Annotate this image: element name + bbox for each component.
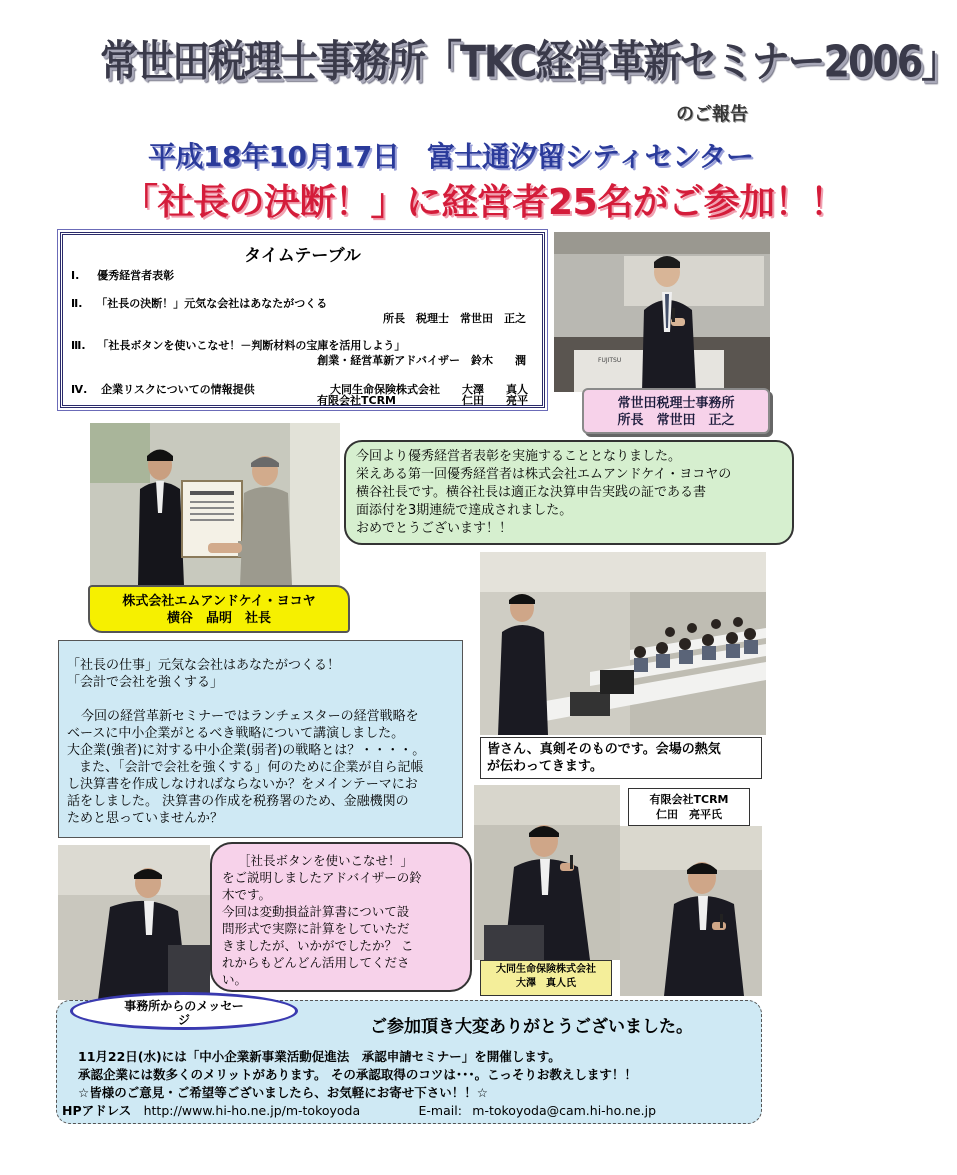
award-caption-scroll [88, 585, 350, 633]
timetable-item-text: 企業リスクについての情報提供 [101, 383, 255, 396]
timetable-item-text: 優秀経営者表彰 [97, 269, 175, 282]
office-message-oval [70, 992, 298, 1030]
seminar-subheading: 「会計で会社を強くする」 [67, 675, 224, 690]
timetable-title: タイムテーブル [244, 246, 361, 266]
director-badge [582, 388, 770, 434]
advisor-text-line: 今回は変動損益計算書について設 [222, 904, 410, 919]
award-announcement-bubble [344, 440, 794, 545]
title-suffix: のご報告 [676, 104, 748, 125]
seminar-text-line: 話をしました。 決算書の作成を税務署のため、金融機関の [67, 794, 409, 809]
director-photo [554, 232, 770, 392]
advisor-photo [58, 845, 210, 1000]
timetable-item-num: Ⅱ. [71, 297, 83, 310]
timetable-item-speaker: 創業・経営革新アドバイザー 鈴木 潤 [317, 354, 526, 367]
award-text-line: 横谷社長です。横谷社長は適正な決算申告実践の証である書 [356, 485, 706, 500]
hp-label: HPアドレス [62, 1103, 132, 1118]
tcrm-label-name: 仁田 亮平氏 [656, 808, 722, 821]
tcrm-speaker-photo [620, 826, 762, 996]
advisor-text-line: きましたが、いかがでしたか？ こ [222, 938, 414, 953]
footer-contact-line [62, 1101, 656, 1119]
seminar-description-box [58, 640, 463, 838]
thanks-message: ご参加頂き大変ありがとうございました。 [370, 1017, 693, 1037]
seminar-heading: 「社長の仕事」元気な会社はあなたがつくる！ [67, 658, 341, 673]
timetable-item [71, 381, 255, 397]
advisor-text-line: い。 [222, 972, 248, 987]
award-text-line: おめでとうございます！！ [356, 521, 513, 536]
timetable-item [71, 267, 174, 283]
seminar-text-line: し決算書を作成しなければならないか？をメインテーマにお [67, 777, 418, 792]
seminar-text-line: 今回の経営革新セミナーではランチェスターの経営戦略を [81, 709, 419, 724]
advisor-text-line: れからもどんどん活用してくださ [222, 955, 410, 970]
award-text-line: 今回より優秀経営者表彰を実施することとなりました。 [356, 449, 682, 464]
tcrm-label-company: 有限会社TCRM [649, 793, 729, 806]
email-link[interactable]: m-tokoyoda@cam.hi-ho.ne.jp [472, 1103, 657, 1118]
seminar-text-line: ベースに中小企業がとるべき戦略について講演しました。 [67, 726, 405, 741]
tcrm-label [628, 788, 750, 826]
advisor-speech-bubble [210, 842, 472, 992]
daido-label-company: 大同生命保険株式会社 [496, 964, 596, 975]
timetable-item-text: 「社長の決断！」元気な会社はあなたがつくる [96, 297, 328, 310]
seminar-text-line: 大企業(強者)に対する中小企業(弱者)の戦略とは？・・・・。 [67, 743, 426, 758]
timetable-item [71, 337, 405, 353]
timetable-item-speaker: 大同生命保険株式会社 大澤 真人 [330, 383, 528, 396]
timetable-box [60, 232, 545, 408]
director-badge-office: 常世田税理士事務所 [617, 396, 735, 411]
advisor-text-line: 問形式で実際に計算をしていただ [222, 921, 410, 936]
award-photo [90, 423, 340, 585]
advisor-text-line: ［社長ボタンを使いこなせ！」 [238, 853, 414, 868]
footer-benefit-line: 承認企業には数多くのメリットがあります。 その承認取得のコツは･･･。こっそりお教えします！！ [78, 1067, 637, 1082]
daido-label [480, 960, 612, 996]
office-message-title: 事務所からのメッセー [124, 999, 244, 1013]
award-caption-company: 株式会社エムアンドケイ・ヨコヤ [122, 594, 316, 609]
footer-feedback-line: ☆皆様のご意見・ご希望等ございましたら、お気軽にお寄せ下さい！！☆ [78, 1085, 488, 1100]
award-caption-name: 横谷 晶明 社長 [166, 611, 271, 626]
timetable-item-num: Ⅳ. [71, 383, 88, 396]
daido-speaker-photo [474, 785, 620, 960]
audience-caption [480, 737, 762, 779]
footer-announcement: 11月22日(水)には「中小企業新事業活動促進法 承認申請セミナー」を開催します。 [78, 1049, 561, 1064]
headline: 「社長の決断！」に経営者25名がご参加！！ [122, 182, 846, 223]
timetable-item-num: Ⅲ. [71, 339, 86, 352]
projector-brand: FUJITSU [598, 357, 622, 364]
timetable-item-num: Ⅰ. [71, 269, 80, 282]
seminar-text-line: ためと思っていませんか？ [67, 811, 224, 826]
seminar-text-line: また、「会計で会社を強くする」何のために企業が自ら記帳 [79, 760, 424, 775]
advisor-text-line: 木です。 [222, 887, 272, 902]
advisor-text-line: をご説明しましたアドバイザーの鈴 [222, 870, 422, 885]
audience-caption-line: 皆さん、真剣そのものです。会場の熱気 [487, 742, 721, 757]
office-message-title-end: ジ [177, 1013, 190, 1027]
timetable-item [71, 295, 327, 311]
timetable-extra-speaker: 有限会社TCRM 仁田 亮平 [317, 394, 528, 407]
award-text-line: 面添付を3期連続で達成されました。 [356, 503, 573, 518]
director-badge-name: 所長 常世田 正之 [617, 413, 735, 428]
timetable-item-speaker: 所長 税理士 常世田 正之 [383, 312, 526, 325]
date-venue: 平成18年10月17日 富士通汐留シティセンター [148, 140, 754, 173]
audience-caption-line: が伝わってきます。 [487, 759, 603, 774]
email-label: E-mail: [418, 1103, 462, 1118]
daido-label-name: 大澤 真人氏 [516, 978, 576, 989]
audience-photo [480, 552, 766, 735]
hp-url-link[interactable]: http://www.hi-ho.ne.jp/m-tokoyoda [143, 1103, 361, 1118]
document-title: 常世田税理士事務所「TKC経営革新セミナー2006」 [100, 36, 957, 87]
timetable-item-text: 「社長ボタンを使いこなせ！－判断材料の宝庫を活用しよう」 [97, 339, 406, 352]
award-text-line: 栄えある第一回優秀経営者は株式会社エムアンドケイ・ヨコヤの [356, 467, 732, 482]
